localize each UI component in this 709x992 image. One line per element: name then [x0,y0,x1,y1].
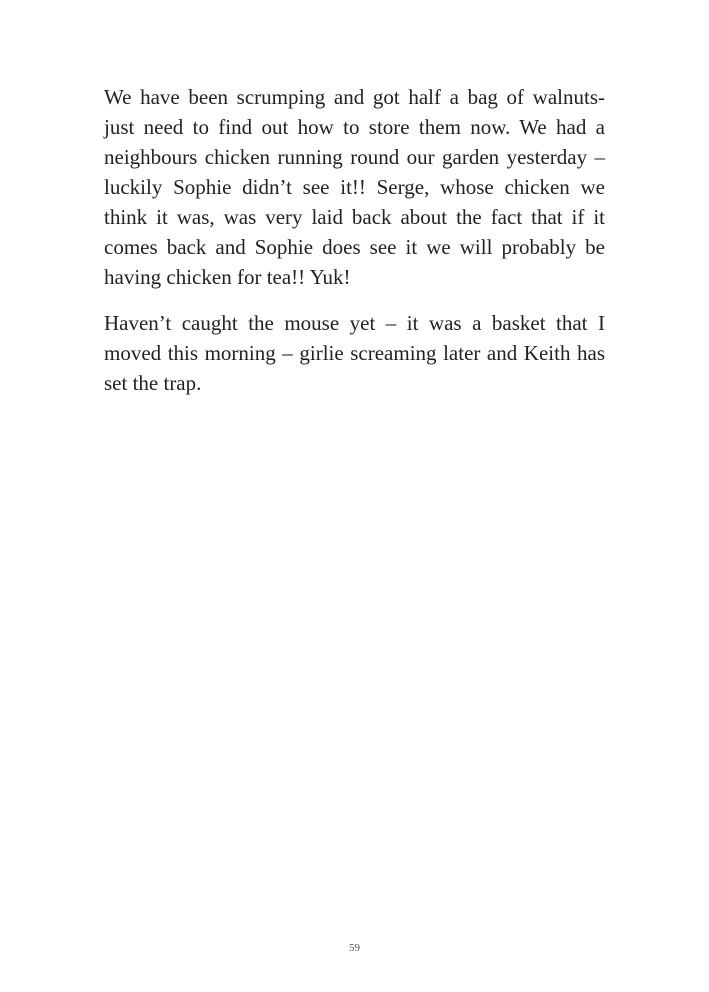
page-body [104,82,605,398]
page-number: 59 [349,942,360,954]
paragraph-mouse: Haven’t caught the mouse yet – it was a basket that I moved this morning – girlie screaming later and Keith has set the trap. [104,311,605,395]
paragraph-walnuts-chicken: We have been scrumping and got half a bag of walnuts- just need to find out how to store them now. We had a neighbours chicken running round our garden yesterday – luckily Sophie didn’t see it!! Serge, whose chicken we think it was, was very laid back about the fact that if it comes back and Sophie does see it we will probably be having chicken for tea!! Yuk! [104,85,605,289]
